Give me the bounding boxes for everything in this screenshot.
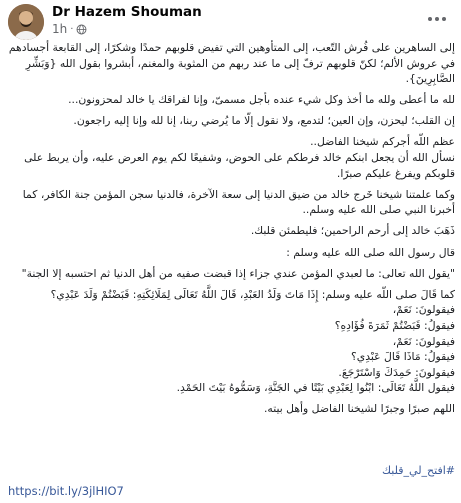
post-paragraph: لله ما أعطى ولله ما أخذ وكل شيء عنده بأجل مسمىّ، وإنا لفراقك يا خالد لمحزونون... bbox=[68, 93, 455, 107]
post-paragraph: اللهم صبرًا وجبرًا لشيخنا الفاضل وأهل بيته. bbox=[263, 402, 455, 416]
post-paragraph: عظم اللّه أجركم شيخنا الفاضل.. نسأل الله أن يجعل ابنكم خالد فرطكم على الحوض، وشفيعًا لكم يوم العرض عليه، وأن يربط على قلوبكم ويفرغ عليكم صبرًا. bbox=[24, 135, 455, 180]
post-paragraph: ذَهَبَ خالد إلى أرحم الراحمين؛ فليطمئن قلبك. bbox=[250, 224, 455, 238]
post-paragraph: "يقول الله تعالى: ما لعبدي المؤمن عندي جزاء إذا قبضت صفيه من أهل الدنيا ثم احتسبه إلا الجنة" bbox=[21, 266, 455, 280]
post-paragraph: إن القلب؛ ليحزن، وإن العين؛ لتدمع، ولا نقول إلّا ما يُرضي ربنا، إنا لله وإنا إليه راجعون. bbox=[73, 114, 455, 128]
post-link[interactable]: https://bit.ly/3jlHIO7 bbox=[8, 484, 124, 498]
post-body bbox=[8, 40, 455, 486]
author-avatar[interactable] bbox=[8, 4, 44, 40]
post-time[interactable]: 1h bbox=[52, 22, 68, 36]
post-paragraph: وكما علمتنا شيخنا خَرج خالد من ضيق الدنيا إلى سعة الآخرة، فالدنيا سجن المؤمن جنة الكافر، كما أخبرنا النبي صلى الله عليه وسلم.. bbox=[22, 187, 455, 217]
author-name[interactable]: Dr Hazem Shouman bbox=[52, 4, 202, 20]
more-options-dot bbox=[435, 17, 439, 21]
more-options-dot bbox=[442, 17, 446, 21]
post-paragraph: إلى الساهرين على فُرش التّعب، إلى المتأوهين التي تفيض قلوبهم حمدًا وشكرًا، إلى القابعة أجسادهم في عروش الألم؛ لكنّ قلوبهم ترفّ إلى ما عند ربهم من المثوبة والمغنم، أبشروا بقول الله {وَبَشِّرِ الصَّابِرِينَ}. bbox=[8, 41, 455, 86]
post-header bbox=[0, 0, 461, 44]
post-paragraph: كما قَالَ صلى اللّه عليه وسلم: إِذَا مَاتَ وَلَدُ العَبْدِ، قَالَ اللَّهُ تَعَالَى لِمَلَائِكَتِهِ: قَبَضْتُمْ وَلَدَ عَبْدِي؟ فيقولونَ: نَعَمْ، فيقولُ: قَبَضْتُمْ ثَمَرَةَ فُؤَادِهِ؟ فيقولونَ: نَعَمْ، فيقولُ: مَاذَا قَالَ عَبْدِي؟ فيقولونَ: حَمِدَكَ وَاسْتَرْجَعَ. فيقول اللَّهُ تَعَالَى: ابْنُوا لِعَبْدِي بَيْتًا في الجَنَّةِ، وَسَمُّوهُ بَيْتَ الحَمْدِ. bbox=[50, 287, 455, 395]
avatar-image bbox=[8, 4, 44, 40]
more-options-icon bbox=[428, 17, 432, 21]
post-paragraph: قال رسول الله صلى الله عليه وسلم : bbox=[286, 245, 455, 259]
post-meta bbox=[52, 22, 87, 36]
post-hashtag[interactable]: #افتح_لي_قلبك bbox=[382, 464, 455, 477]
globe-icon bbox=[76, 24, 87, 35]
meta-separator: · bbox=[70, 23, 74, 35]
more-options-button[interactable] bbox=[422, 8, 452, 30]
